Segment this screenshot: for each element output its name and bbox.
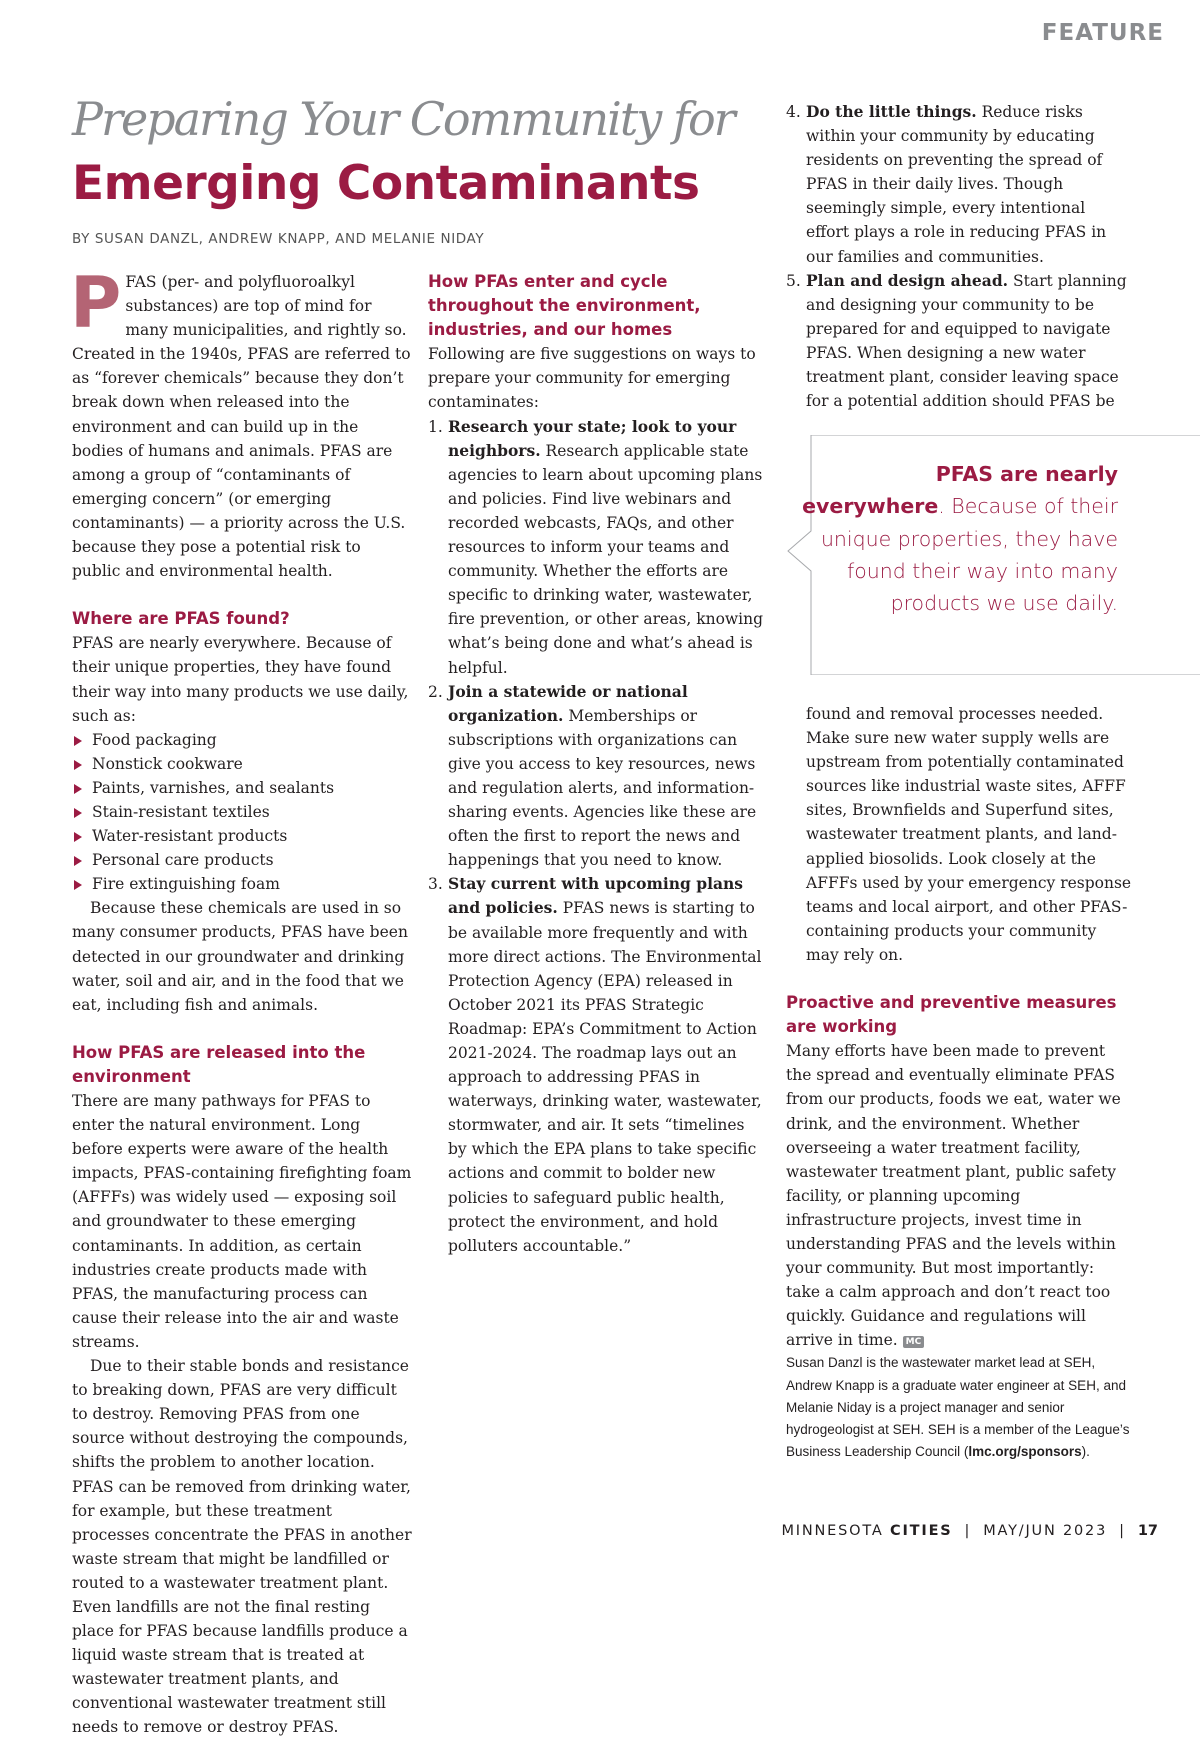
step-text: Start planning and designing your community to be prepared for and equipped to navigate PFAS. When designing a new water treatment plant, consider leaving space for a potential addition should PFAS be xyxy=(806,271,1127,411)
intro-paragraph xyxy=(70,262,412,583)
step-number: 1. xyxy=(428,417,443,436)
heading-released: How PFAS are released into the environment xyxy=(72,1042,366,1086)
step-number: 2. xyxy=(428,682,443,701)
heading-where-found: Where are PFAS found? xyxy=(72,609,290,629)
bullet-arrow-icon xyxy=(74,760,82,770)
step-text: Research applicable state agencies to learn about upcoming plans and policies. Find live webinars and recorded webcasts, FAQs, and other resources to inform your teams and community. Whether the efforts are specific to drinking water, wastewater, fire prevention, or other areas, knowing what’s being done and what’s ahead is helpful. xyxy=(448,441,764,677)
found-after: Because these chemicals are used in so many consumer products, PFAS have been detected in our groundwater and drinking water, soil and air, and in the food that we eat, including fish and animals. xyxy=(72,899,408,1014)
step-text: Reduce risks within your community by educating residents on preventing the spread of PFAS in their daily lives. Though seemingly simple, every intentional effort plays a role in reducing PFAS in our families and communities. xyxy=(806,103,1107,266)
cycle-intro: Following are five suggestions on ways to prepare your community for emerging contaminates: xyxy=(428,345,756,412)
intro-text: FAS (per- and polyfluoroalkyl substances) are top of mind for many municipalities, and rightly so. Created in the 1940s, PFAS are referred to as “forever chemicals” because they don’t break down when released into the environment and can build up in the bodies of humans and animals. PFAS are among a group of “contaminants of emerging concern” (or emerging contaminants) — a priority across the U.S. because they pose a potential risk to public and environmental health. xyxy=(72,273,411,581)
list-item: Personal care products xyxy=(72,848,412,872)
list-item: Water-resistant products xyxy=(72,824,412,848)
column-1 xyxy=(70,262,412,1740)
step-4 xyxy=(786,100,1132,269)
list-item: Stain-resistant textiles xyxy=(72,800,412,824)
step-number: 5. xyxy=(786,271,801,290)
bullet-arrow-icon xyxy=(74,856,82,866)
bullet-arrow-icon xyxy=(74,832,82,842)
column-3-top xyxy=(786,100,1132,413)
section-tag: FEATURE xyxy=(1041,20,1164,46)
step-5 xyxy=(786,269,1132,414)
step-number: 3. xyxy=(428,875,443,894)
column-3-bottom xyxy=(786,702,1132,1463)
list-item: Nonstick cookware xyxy=(72,752,412,776)
bullet-arrow-icon xyxy=(74,784,82,794)
end-mark-icon: MC xyxy=(903,1336,925,1348)
step-title: Plan and design ahead. xyxy=(806,270,1009,290)
step-text: PFAS news is starting to be available more frequently and with more direct actions. The Environmental Protection Agency (EPA) released in October 2021 its PFAS Strategic Roadmap: EPA’s Commitment to Action 2021-2024. The roadmap lays out an approach to addressing PFAS in waterways, drinking water, wastewater, stormwater, and air. It sets “timelines by which the EPA plans to take specific actions and commit to bolder new policies to safeguard public health, protect the environment, and hold polluters accountable.” xyxy=(448,899,762,1255)
step-title: Join a statewide or national organization. xyxy=(448,681,688,725)
issue-date: MAY/JUN 2023 xyxy=(983,1523,1108,1539)
step-1 xyxy=(428,415,768,680)
sponsors-link[interactable]: lmc.org/sponsors xyxy=(968,1444,1082,1460)
step-5-continued: found and removal processes needed. Make sure new water supply wells are upstream from potentially contaminated sources like industrial waste sites, AFFF sites, Brownfields and Superfund sites, wastewater treatment plants, and land-applied biosolids. Look closely at the AFFFs used by your emergency response teams and local airport, and other PFAS-containing products your community may rely on. xyxy=(806,705,1132,964)
folio-divider: | xyxy=(1119,1523,1126,1539)
step-text: Memberships or subscriptions with organizations can give you access to key resources, news and regulation alerts, and information-sharing events. Agencies like these are often the first to report the news and happenings that you need to know. xyxy=(448,706,757,870)
released-paragraph-1: There are many pathways for PFAS to enter the natural environment. Long before experts were aware of the health impacts, PFAS-containing firefighting foam (AFFFs) was widely used — exposing soil and groundwater to these emerging contaminants. In addition, as certain industries create products made with PFAS, the manufacturing process can cause their release into the air and waste streams. xyxy=(72,1092,412,1351)
folio xyxy=(782,1523,1159,1539)
pull-quote-text: PFAS are nearly everywhere. Because of their unique properties, they have found their way into many products we use daily. xyxy=(802,462,1118,616)
folio-divider: | xyxy=(964,1523,972,1539)
bullet-arrow-icon xyxy=(74,880,82,890)
step-3 xyxy=(428,872,768,1258)
step-number: 4. xyxy=(786,103,801,121)
list-item: Fire extinguishing foam xyxy=(72,872,412,896)
product-list xyxy=(72,728,412,897)
pull-quote xyxy=(786,435,1200,675)
publication-name-bold: CITIES xyxy=(890,1523,953,1539)
step-title: Stay current with upcoming plans and policies. xyxy=(448,874,744,918)
found-intro: PFAS are nearly everywhere. Because of their unique properties, they have found their way into many products we use daily, such as: xyxy=(72,634,409,725)
list-item: Paints, varnishes, and sealants xyxy=(72,776,412,800)
heading-cycle: How PFAs enter and cycle throughout the environment, industries, and our homes xyxy=(428,272,701,340)
step-2 xyxy=(428,680,768,873)
proactive-paragraph: Many efforts have been made to prevent the spread and eventually eliminate PFAS from our products, foods we eat, water we drink, and the environment. Whether overseeing a water treatment facility, wastewater treatment plant, public safety facility, or planning upcoming infrastructure projects, invest time in understanding PFAS and the levels within your community. But most importantly: take a calm approach and don’t react too quickly. Guidance and regulations will arrive in time. MC xyxy=(786,1042,1121,1350)
heading-proactive: Proactive and preventive measures are working xyxy=(786,993,1117,1037)
step-title: Do the little things. xyxy=(806,102,977,121)
released-paragraph-2: Due to their stable bonds and resistance to breaking down, PFAS are very difficult to destroy. Removing PFAS from one source without destroying the compounds, shifts the problem to another location. PFAS can be removed from drinking water, for example, but these treatment processes concentrate the PFAS in another waste stream that might be landfilled or routed to a wastewater treatment plant. Even landfills are not the final resting place for PFAS because landfills produce a liquid waste stream that is treated at wastewater treatment plants, and conventional wastewater treatment still needs to remove or destroy PFAS. xyxy=(72,1357,412,1737)
byline: BY SUSAN DANZL, ANDREW KNAPP, AND MELANIE NIDAY xyxy=(72,231,485,247)
drop-cap: P xyxy=(70,262,122,344)
publication-name: MINNESOTA xyxy=(781,1523,884,1539)
column-2 xyxy=(428,270,768,1258)
list-item: Food packaging xyxy=(72,728,412,752)
bullet-arrow-icon xyxy=(74,736,82,746)
step-title: Research your state; look to your neighbors. xyxy=(448,416,737,460)
bullet-arrow-icon xyxy=(74,808,82,818)
title-line-1: Preparing Your Community for xyxy=(72,92,734,146)
title-line-2: Emerging Contaminants xyxy=(72,156,700,211)
page-number: 17 xyxy=(1137,1523,1158,1539)
author-bio: Susan Danzl is the wastewater market lead at SEH, Andrew Knapp is a graduate water engineer at SEH, and Melanie Niday is a project manager and senior hydrogeologist at SEH. SEH is a member of the League’s Business Leadership Council (lmc.org/sponsors). xyxy=(786,1355,1130,1460)
